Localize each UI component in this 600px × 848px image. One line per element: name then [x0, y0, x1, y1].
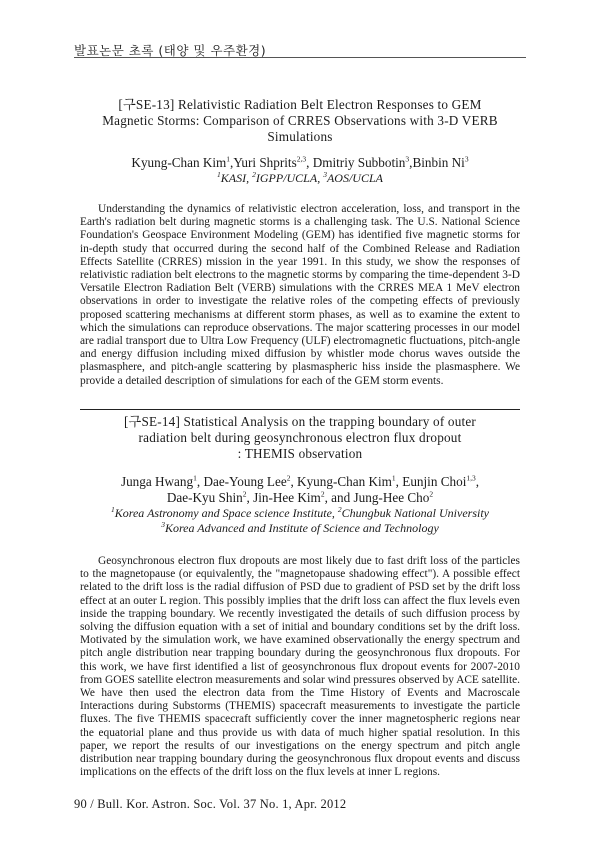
author-sep: ,: [475, 474, 480, 489]
author-name: Yuri Shprits: [233, 155, 297, 170]
affiliation-item: [217, 171, 252, 185]
author-name: Dae-Kyu Shin: [166, 490, 243, 505]
author-sep: ,: [246, 490, 254, 505]
author-list: [80, 155, 520, 171]
author-name: Binbin Ni: [412, 155, 465, 170]
author-list: [80, 474, 520, 506]
affiliation-line: [80, 506, 520, 521]
author-sup: 2,3: [296, 154, 307, 164]
author-name: Jung-Hee Cho: [353, 490, 430, 505]
title-line: radiation belt during geosynchronous electron flux dropout: [138, 430, 462, 445]
author-sup: 2: [320, 489, 325, 499]
affiliation-sup: 3: [323, 170, 327, 179]
affiliation-item: [323, 171, 383, 185]
abstract-se13: [80, 97, 520, 388]
author-sep: ,: [230, 155, 234, 170]
author-line: [80, 474, 520, 490]
affiliation-item: [111, 506, 338, 520]
abstract-se14: [80, 414, 520, 779]
abstract-title: [80, 414, 520, 462]
affiliation-line: [80, 521, 520, 536]
affiliation-item: [252, 171, 323, 185]
author-sup: 1: [226, 154, 231, 164]
title-line: [구SE-13] Relativistic Radiation Belt Electron Responses to GEM: [118, 97, 482, 112]
author-sep: , and: [324, 490, 354, 505]
affiliation-text: Korea Astronomy and Space science Institute,: [114, 506, 338, 520]
affiliation-list: [80, 506, 520, 536]
author-sep: ,: [290, 474, 298, 489]
abstract-body: Understanding the dynamics of relativistic electron acceleration, loss, and transport in the Earth's radiation belt during magnetic storms is a challenging task. The U.S. National Science Foundation's Geospace Environment Modeling (GEM) has identified five magnetic storms for in-depth study that occurred during the second half of the Combined Release and Radiation Effects Satellite (CRRES) mission in the year 1991. In this study, we show the responses of relativistic radiation belt electrons to the magnetic storms by comparing the time-dependent 3-D Versatile Electron Radiation Belt (VERB) simulations with the CRRES MEA 1 MeV electron observations in order to investigate the relative roles of the competing effects of previously proposed scattering mechanisms at different storm phases, as well as to examine the extent to which the simulations can reproduce observations. The major scattering processes in our model are radial transport due to Ultra Low Frequency (ULF) electromagnetic fluctuations, pitch-angle and energy diffusion including mixed diffusion by whistler mode chorus waves outside the plasmasphere, and pitch-angle scattering by plasmaspheric hiss inside the plasmasphere. We provide a detailed description of simulations for each of the GEM storm events.: [80, 203, 520, 387]
abstract-body: Geosynchronous electron flux dropouts are most likely due to fast drift loss of the particles to the magnetopause (or equivalently, the "magnetopause shadowing effect"). A possible effect related to the drift loss is the radial diffusion of PSD due to gradient of PSD set by the drift loss effect at an outer L region. This possibly implies that the drift loss can affect the flux levels even inside the trapping boundary. We recently investigated the details of such diffusion process by solving the diffusion equation with a set of initial and boundary conditions set by the drift loss. Motivated by the simulation work, we have examined observationally the energy spectrum and pitch angle distribution near trapping boundary during the geosynchronous flux dropouts. For this work, we have first identified a list of geosynchronous flux dropout events for 2007-2010 from GOES satellite electron measurements and solar wind pressures observed by ACE satellite. We have then used the electron data from the Time History of Events and Macroscale Interactions during Substorms (THEMIS) spacecraft measurements to investigate the particle fluxes. The five THEMIS spacecraft sufficiently cover the inner magnetospheric regions near the equatorial plane and thus provide us with data of much higher spatial resolution. In this paper, we report the results of our investigations on the energy spectrum and pitch angle distribution near trapping boundary during the geosynchronous flux dropout events and discuss implications on the effects of the drift loss on the flux levels at inner L regions.: [80, 555, 521, 779]
author-name: Kyung-Chan Kim: [131, 155, 227, 170]
page-footer: 90 / Bull. Kor. Astron. Soc. Vol. 37 No. 1, Apr. 2012: [74, 797, 347, 811]
author-name: Dae-Young Lee: [203, 474, 287, 489]
affiliation-sup: 1: [110, 505, 115, 514]
author-sup: 2: [429, 489, 434, 499]
affiliation-line: [80, 171, 520, 186]
author-sup: 2: [242, 489, 247, 499]
author-sup: 1: [193, 473, 197, 483]
affiliation-text: KASI,: [220, 171, 253, 185]
author-line: [80, 155, 520, 171]
author-sep: ,: [306, 155, 313, 170]
affiliation-text: Korea Advanced and Institute of Science and Technology: [164, 521, 439, 535]
title-line: : THEMIS observation: [237, 446, 363, 461]
affiliation-item: [161, 521, 439, 535]
abstract-divider: [80, 409, 520, 410]
author-sep: ,: [409, 155, 413, 170]
author-sep: ,: [196, 474, 204, 489]
title-line: Magnetic Storms: Comparison of CRRES Observations with 3-D VERB: [102, 113, 498, 128]
affiliation-text: AOS/UCLA: [326, 171, 383, 185]
author-sup: 3: [464, 154, 469, 164]
header-rule: [74, 57, 526, 58]
affiliation-list: [80, 171, 520, 186]
author-name: Eunjin Choi: [402, 474, 467, 489]
affiliation-sup: 3: [161, 520, 165, 529]
title-line: Simulations: [267, 129, 333, 144]
affiliation-sup: 2: [337, 505, 342, 514]
affiliation-item: [338, 506, 489, 520]
author-name: Junga Hwang: [120, 474, 194, 489]
abstract-title: [80, 97, 520, 145]
author-line: [80, 490, 520, 506]
affiliation-sup: 1: [217, 170, 221, 179]
author-name: Kyung-Chan Kim: [297, 474, 392, 489]
affiliation-text: Chungbuk National University: [341, 506, 489, 520]
affiliation-text: IGPP/UCLA,: [255, 171, 324, 185]
affiliation-sup: 2: [252, 170, 256, 179]
author-sup: 1: [391, 473, 396, 483]
author-sup: 3: [405, 154, 410, 164]
author-name: Dmitriy Subbotin: [312, 155, 406, 170]
author-sup: 1,3: [466, 473, 476, 483]
title-line: [구SE-14] Statistical Analysis on the trapping boundary of outer: [123, 414, 477, 429]
author-sep: ,: [395, 474, 403, 489]
author-name: Jin-Hee Kim: [253, 490, 321, 505]
running-head: 발표논문 초록 (태양 및 우주환경): [74, 43, 267, 58]
author-sup: 2: [286, 473, 291, 483]
